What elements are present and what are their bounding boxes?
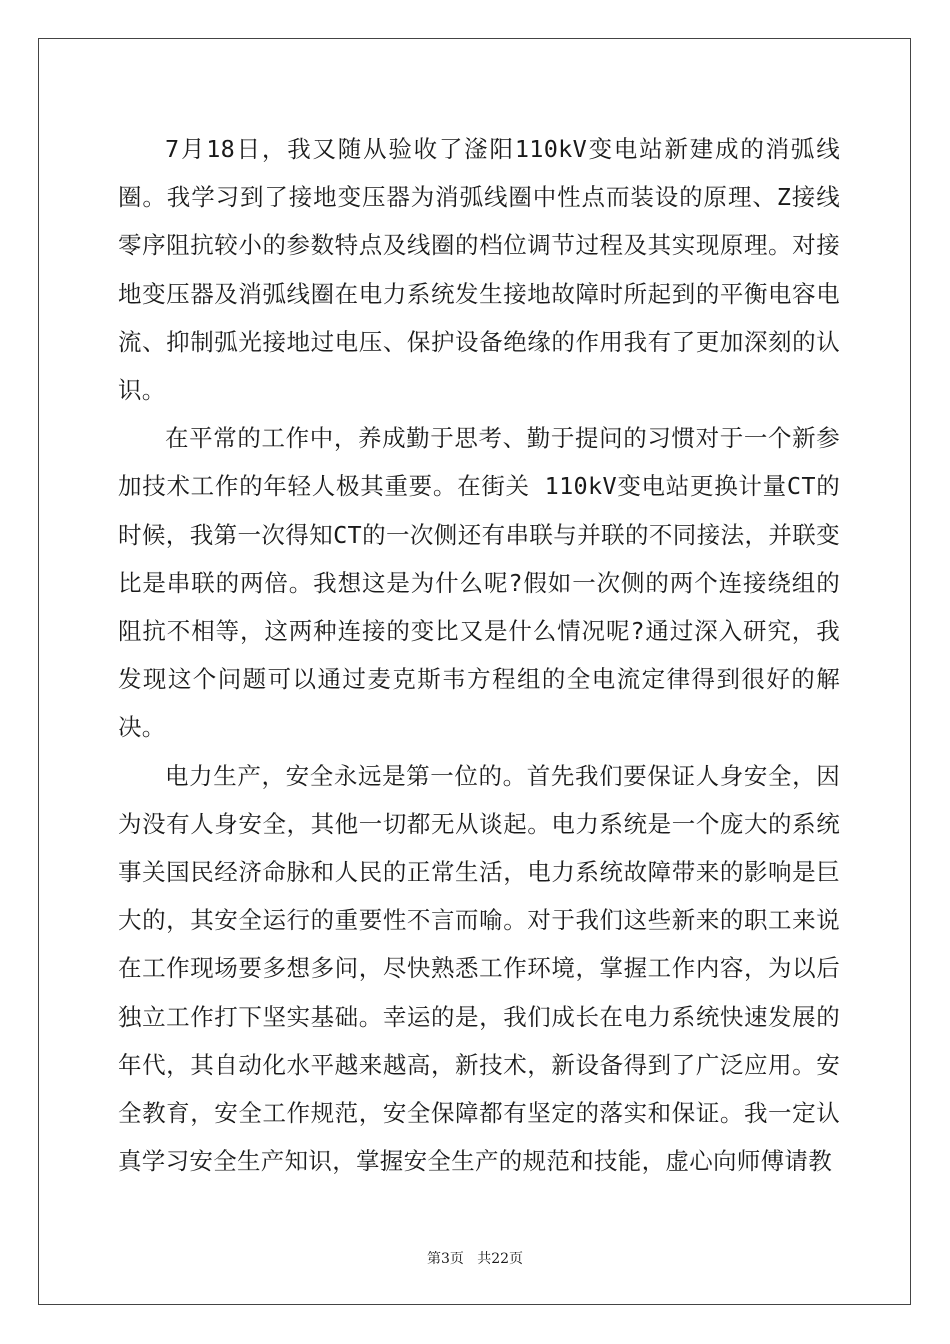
paragraph: 7月18日，我又随从验收了滏阳110kV变电站新建成的消弧线圈。我学习到了接地变压器为消弧线圈中性点而装设的原理、Z接线零序阻抗较小的参数特点及线圈的档位调节过程及其实现原理。对接地变压器及消弧线圈在电力系统发生接地故障时所起到的平衡电容电流、抑制弧光接地过电压、保护设备绝缘的作用我有了更加深刻的认识。: [118, 135, 840, 405]
paragraph: 电力生产，安全永远是第一位的。首先我们要保证人身安全，因为没有人身安全，其他一切都无从谈起。电力系统是一个庞大的系统事关国民经济命脉和人民的正常生活，电力系统故障带来的影响是巨大的，其安全运行的重要性不言而喻。对于我们这些新来的职工来说在工作现场要多想多问，尽快熟悉工作环境，掌握工作内容，为以后独立工作打下坚实基础。幸运的是，我们成长在电力系统快速发展的年代，其自动化水平越来越高，新技术，新设备得到了广泛应用。安全教育，安全工作规范，安全保障都有坚定的落实和保证。我一定认真学习安全生产知识，掌握安全生产的规范和技能，虚心向师傅请教: [118, 761, 840, 1176]
paragraph: 在平常的工作中，养成勤于思考、勤于提问的习惯对于一个新参加技术工作的年轻人极其重要。在街关 110kV变电站更换计量CT的时候，我第一次得知CT的一次侧还有串联与并联的不同接法，并联变比是串联的两倍。我想这是为什么呢?假如一次侧的两个连接绕组的阻抗不相等，这两种连接的变比又是什么情况呢?通过深入研究，我发现这个问题可以通过麦克斯韦方程组的全电流定律得到很好的解决。: [118, 424, 840, 742]
page-number: 第3页 共22页: [426, 1251, 524, 1267]
document-body: [118, 125, 840, 1185]
